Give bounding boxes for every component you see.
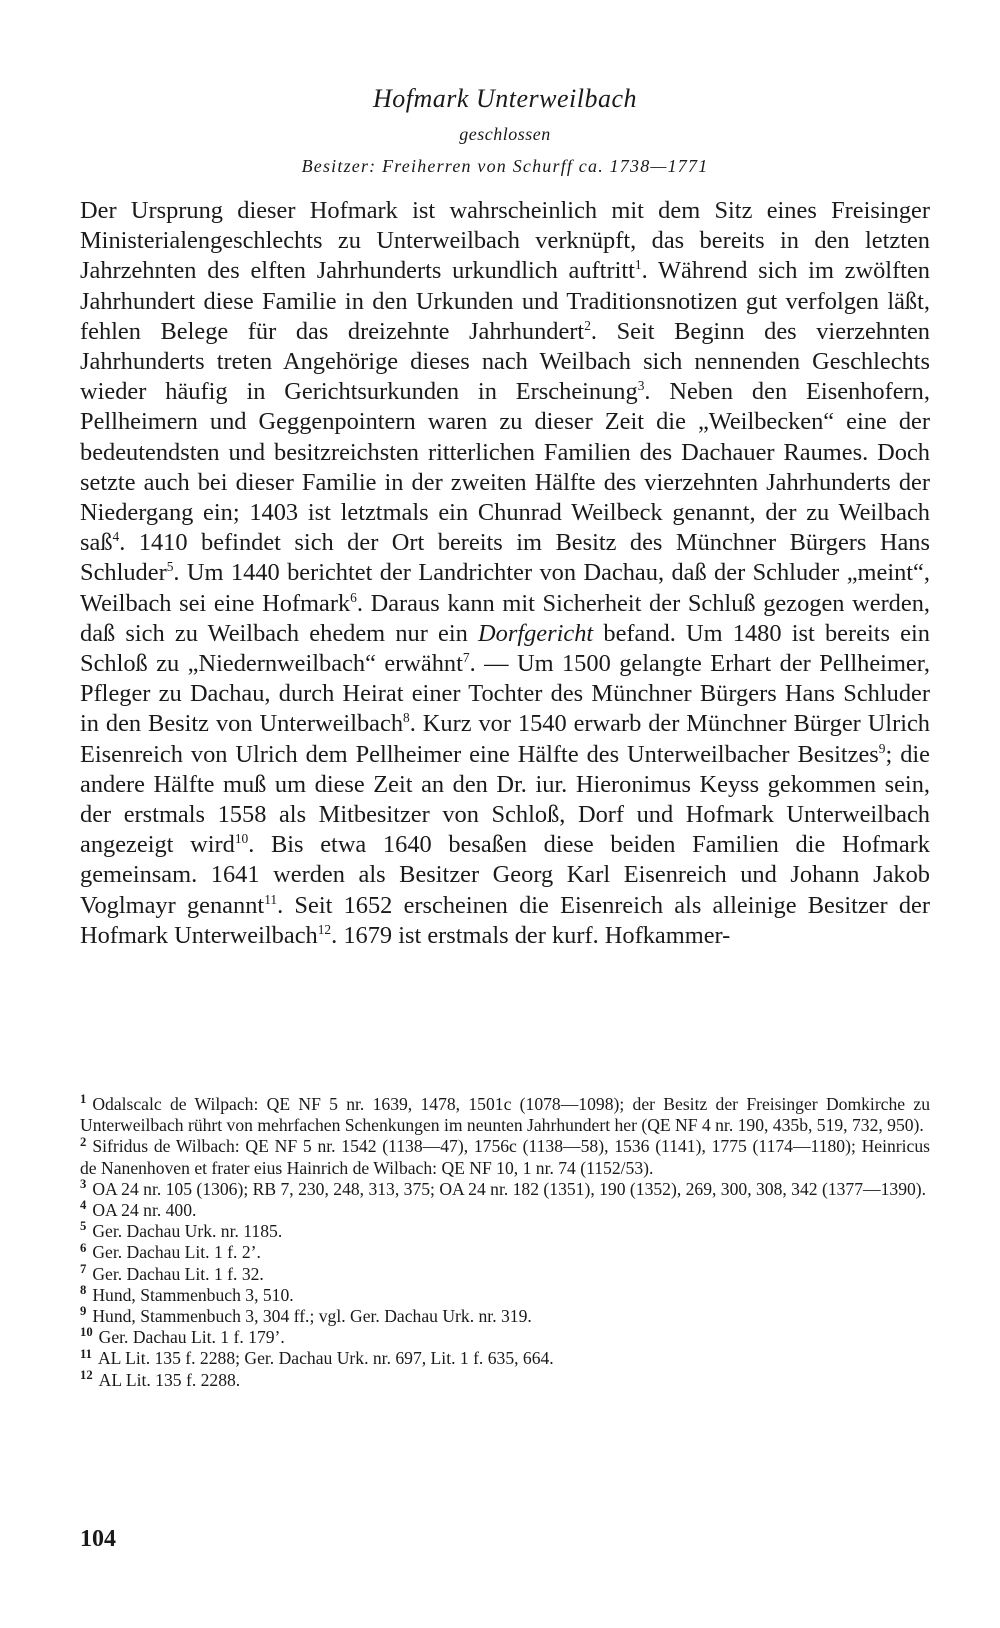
footnote-item — [80, 1282, 930, 1306]
footnote-item — [80, 1221, 930, 1242]
footnote-text: AL Lit. 135 f. 2288; Ger. Dachau Urk. nr. 697, Lit. 1 f. 635, 664. — [97, 1348, 554, 1369]
footnote-ref[interactable]: 8 — [403, 710, 410, 726]
text-segment: . Während sich im zwölften Jahrhundert diese Familie in den Urkunden und Traditionsnotizen gut verfolgen läßt, fehlen Belege für das dreizehnte Jahrhundert — [80, 257, 930, 345]
document-page — [80, 0, 930, 1628]
footnote-marker: 11 — [80, 1346, 92, 1361]
footnote-ref[interactable]: 6 — [350, 589, 357, 605]
footnote-text: Ger. Dachau Lit. 1 f. 2’. — [92, 1242, 261, 1263]
page-number: 104 — [80, 1526, 116, 1552]
footnotes-list — [80, 1094, 930, 1391]
footnote-ref[interactable]: 10 — [234, 831, 249, 847]
text-segment: . Neben den Eisenhofern, Pellheimern und Geggenpointern waren zu dieser Zeit die „Weilbecken“ eine der bedeutendsten und besitzreichsten ritterlichen Familien des Dachauer Raumes. Doch setzte auch bei dieser Familie in der zweiten Hälfte des vierzehnten Jahrhunderts der Niedergang ein; 1403 ist letztmals ein Chunrad Weilbeck genannt, der zu Weilbach saß — [80, 378, 930, 557]
footnote-ref[interactable]: 9 — [878, 740, 886, 756]
footnote-ref[interactable]: 1 — [634, 257, 642, 273]
footnote-marker: 5 — [80, 1219, 87, 1234]
footnote-ref[interactable]: 5 — [166, 559, 174, 575]
footnote-ref[interactable]: 11 — [264, 891, 278, 907]
footnote-ref[interactable]: 2 — [584, 317, 591, 333]
footnote-ref[interactable]: 3 — [637, 378, 645, 394]
footnote-item — [80, 1367, 930, 1391]
footnote-item — [80, 1327, 930, 1348]
footnote-text: Hund, Stammenbuch 3, 510. — [92, 1284, 294, 1305]
footnote-text: Hund, Stammenbuch 3, 304 ff.; vgl. Ger. Dachau Urk. nr. 319. — [92, 1306, 532, 1327]
section-title: Hofmark Unterweilbach — [373, 84, 637, 113]
footnote-text: Ger. Dachau Urk. nr. 1185. — [92, 1221, 283, 1242]
footnote-marker: 2 — [80, 1134, 87, 1149]
footnote-item — [80, 1242, 930, 1263]
text-segment: . 1410 befindet sich der Ort bereits im Besitz des Münchner Bürgers Hans Schluder — [80, 529, 930, 587]
footnote-ref[interactable]: 4 — [112, 529, 120, 545]
emphasis-text: Dorfgericht — [478, 619, 594, 647]
footnote-text: Ger. Dachau Lit. 1 f. 32. — [92, 1263, 264, 1284]
text-segment: befand. Um 1480 ist bereits ein Schloß zu „Niedernweilbach“ erwähnt — [80, 619, 930, 678]
footnote-item — [80, 1306, 930, 1327]
text-segment: ; die andere Hälfte muß um diese Zeit an den Dr. iur. Hieronimus Keyss gekommen sein, der erstmals 1558 als Mitbesitzer von Schloß, Dorf und Hofmark Unterweilbach angezeigt wird — [80, 740, 930, 859]
footnote-item — [80, 1348, 930, 1369]
footnote-text: OA 24 nr. 105 (1306); RB 7, 230, 248, 313, 375; OA 24 nr. 182 (1351), 190 (1352), 269, 300, 308, 342 (1377—1390). — [92, 1178, 927, 1199]
text-segment: . Bis etwa 1640 besaßen diese beiden Familien die Hofmark gemeinsam. 1641 werden als Besitzer Georg Karl Eisenreich und Johann Jakob Voglmayr genannt — [80, 831, 931, 919]
footnote-item — [80, 1136, 930, 1178]
footnote-ref[interactable]: 7 — [462, 649, 470, 665]
text-segment: . 1679 ist erstmals der kurf. Hofkammer- — [331, 921, 731, 949]
footnote-marker: 6 — [80, 1240, 87, 1255]
footnote-marker: 1 — [80, 1092, 87, 1107]
footnote-marker: 12 — [80, 1367, 93, 1382]
footnote-marker: 10 — [80, 1325, 93, 1340]
text-segment: . Kurz vor 1540 erwarb der Münchner Bürger Ulrich Eisenreich von Ulrich dem Pellheimer eine Hälfte des Unterweilbacher Besitzes — [80, 710, 931, 768]
footnote-text: Odalscalc de Wilpach: QE NF 5 nr. 1639, 1478, 1501c (1078—1098); der Besitz der Freisinger Domkirche zu Unterweilbach rührt von mehrfachen Schenkungen im neunten Jahrhundert her (QE NF 4 nr. 190, 435b, 519, 732, 950). — [80, 1094, 930, 1136]
footnote-marker: 3 — [80, 1176, 87, 1191]
footnote-marker: 7 — [80, 1261, 87, 1276]
owner-line: Besitzer: Freiherren von Schurff ca. 1738—1771 — [301, 156, 709, 176]
text-segment: . — Um 1500 gelangte Erhart der Pellheimer, Pfleger zu Dachau, durch Heirat einer Tochter des Münchner Bürgers Hans Schluder in den Besitz von Unterweilbach — [80, 650, 930, 738]
text-segment: Der Ursprung dieser Hofmark ist wahrscheinlich mit dem Sitz eines Freisinger Ministerialengeschlechts zu Unterweilbach verknüpft, das bereits in den letzten Jahrzehnten des elften Jahrhunderts urkundlich auftritt — [80, 197, 930, 285]
footnote-text: AL Lit. 135 f. 2288. — [98, 1369, 241, 1390]
footnote-marker: 8 — [80, 1282, 87, 1297]
footnote-marker: 9 — [80, 1304, 87, 1319]
footnote-text: Sifridus de Wilbach: QE NF 5 nr. 1542 (1138—47), 1756c (1138—58), 1536 (1141), 1775 (1174—1180); Heinricus de Nanenhoven et frater eius Hainrich de Wilbach: QE NF 10, 1 nr. 74 (1152/53). — [80, 1136, 930, 1178]
main-paragraph — [80, 196, 930, 951]
footnote-text: OA 24 nr. 400. — [92, 1200, 197, 1221]
text-segment: . Seit 1652 erscheinen die Eisenreich als alleinige Besitzer der Hofmark Unterweilbach — [80, 891, 931, 949]
footnote-item — [80, 1200, 930, 1221]
footnote-item — [80, 1176, 930, 1200]
text-segment: . Um 1440 berichtet der Landrichter von Dachau, daß der Schluder „meint“, Weilbach sei eine Hofmark — [80, 559, 930, 617]
footnote-text: Ger. Dachau Lit. 1 f. 179’. — [98, 1327, 285, 1348]
text-segment: . Daraus kann mit Sicherheit der Schluß gezogen werden, daß sich zu Weilbach ehedem nur ein — [80, 589, 930, 647]
text-segment: . Seit Beginn des vierzehnten Jahrhunderts treten Angehörige dieses nach Weilbach sich nennenden Geschlechts wieder häufig in Gerichtsurkunden in Erscheinung — [80, 317, 930, 406]
footnote-item — [80, 1094, 930, 1136]
footnote-item — [80, 1261, 930, 1285]
footnote-ref[interactable]: 12 — [317, 921, 332, 937]
section-status: geschlossen — [459, 124, 551, 144]
footnote-marker: 4 — [80, 1198, 87, 1213]
